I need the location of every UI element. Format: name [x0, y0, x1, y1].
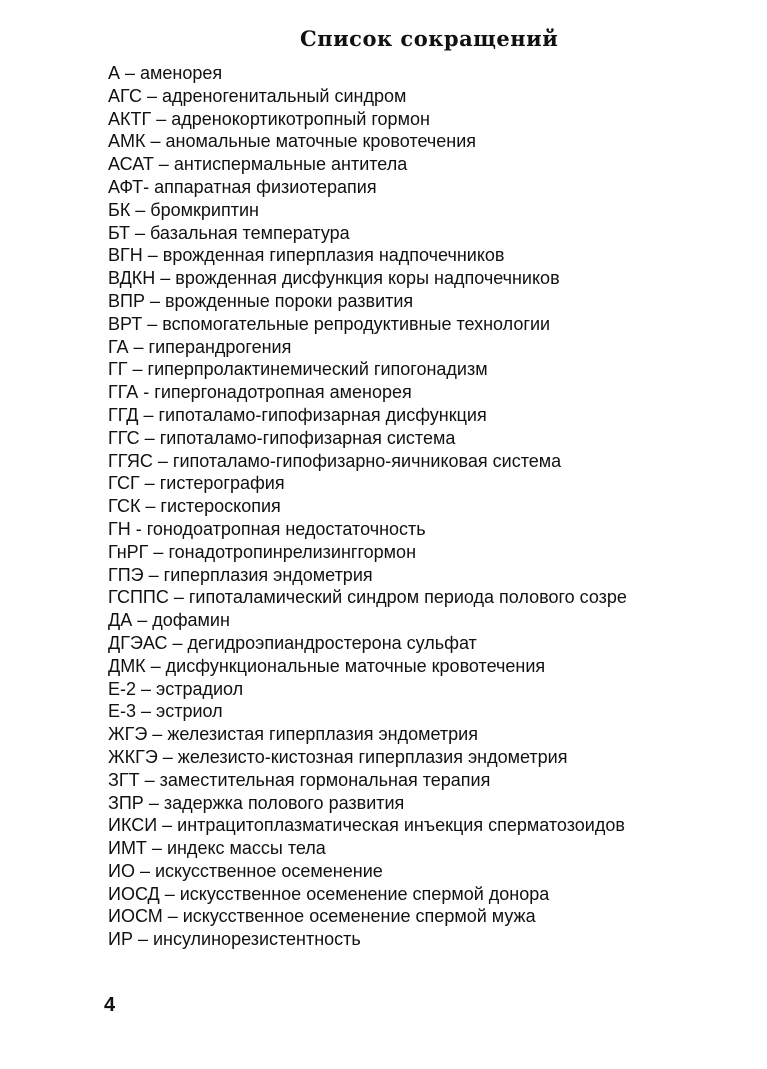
abbreviation-entry: ДА – дофамин [108, 610, 230, 631]
abbreviation-entry: Е-3 – эстриол [108, 701, 223, 722]
abbreviation-entry: ГСППС – гипоталамический синдром периода полового созре [108, 587, 627, 608]
abbreviation-entry: ГСК – гистероскопия [108, 496, 281, 517]
abbreviation-entry: ИМТ – индекс массы тела [108, 838, 326, 859]
abbreviation-entry: ГГА - гипергонадотропная аменорея [108, 382, 412, 403]
abbreviation-entry: ВРТ – вспомогательные репродуктивные технологии [108, 313, 551, 334]
abbreviation-entry: ИОСД – искусственное осеменение спермой донора [108, 883, 550, 904]
abbreviation-entry: ЖГЭ – железистая гиперплазия эндометрия [108, 724, 478, 745]
abbreviation-entry: ЖКГЭ – железисто-кистозная гиперплазия эндометрия [108, 746, 568, 767]
abbreviation-entry: БК – бромкриптин [108, 199, 259, 220]
abbreviation-list [108, 62, 668, 951]
abbreviation-entry: ГПЭ – гиперплазия эндометрия [108, 564, 373, 585]
abbreviation-entry: ЗГТ – заместительная гормональная терапия [108, 769, 491, 790]
abbreviation-entry: БТ – базальная температура [108, 222, 350, 243]
abbreviation-entry: ГГЯС – гипоталамо-гипофизарно-яичниковая система [108, 450, 562, 471]
abbreviation-entry: АСАТ – антиспермальные антитела [108, 154, 408, 175]
abbreviation-entry: А – аменорея [108, 63, 223, 83]
abbreviation-entry: ИР – инсулинорезистентность [108, 929, 361, 950]
abbreviation-entry: АФТ- аппаратная физиотерапия [108, 176, 377, 197]
abbreviation-entry: ГнРГ – гонадотропинрелизинггормон [108, 541, 417, 562]
page-number: 4 [104, 994, 116, 1016]
abbreviation-entry: ГА – гиперандрогения [108, 336, 292, 357]
abbreviation-entry: ДМК – дисфункциональные маточные кровотечения [108, 655, 546, 676]
abbreviation-entry: ИКСИ – интрацитоплазматическая инъекция сперматозоидов [108, 815, 625, 836]
abbreviation-entry: ИОСМ – искусственное осеменение спермой мужа [108, 906, 536, 927]
abbreviation-entry: ДГЭАС – дегидроэпиандростерона сульфат [108, 632, 477, 653]
abbreviation-entry: ВГН – врожденная гиперплазия надпочечников [108, 245, 505, 266]
abbreviation-entry: ЗПР – задержка полового развития [108, 792, 405, 813]
abbreviation-entry: ГГД – гипоталамо-гипофизарная дисфункция [108, 404, 487, 425]
abbreviation-entry: ГГ – гиперпролактинемический гипогонадизм [108, 359, 488, 380]
abbreviation-entry: ГСГ – гистерография [108, 473, 285, 494]
abbreviation-entry: АКТГ – адренокортикотропный гормон [108, 108, 430, 129]
abbreviation-entry: Е-2 – эстрадиол [108, 678, 244, 699]
abbreviation-entry: ВДКН – врожденная дисфункция коры надпочечников [108, 268, 560, 289]
abbreviation-entry: АМК – аномальные маточные кровотечения [108, 131, 476, 152]
page-title: Список сокращений [300, 26, 559, 51]
abbreviation-entry: ИО – искусственное осеменение [108, 860, 383, 881]
abbreviation-entry: ГГС – гипоталамо-гипофизарная система [108, 427, 456, 448]
abbreviation-entry: АГС – адреногенитальный синдром [108, 85, 407, 106]
abbreviation-entry: ГН - гонодоатропная недостаточность [108, 518, 426, 539]
abbreviation-entry: ВПР – врожденные пороки развития [108, 290, 414, 311]
